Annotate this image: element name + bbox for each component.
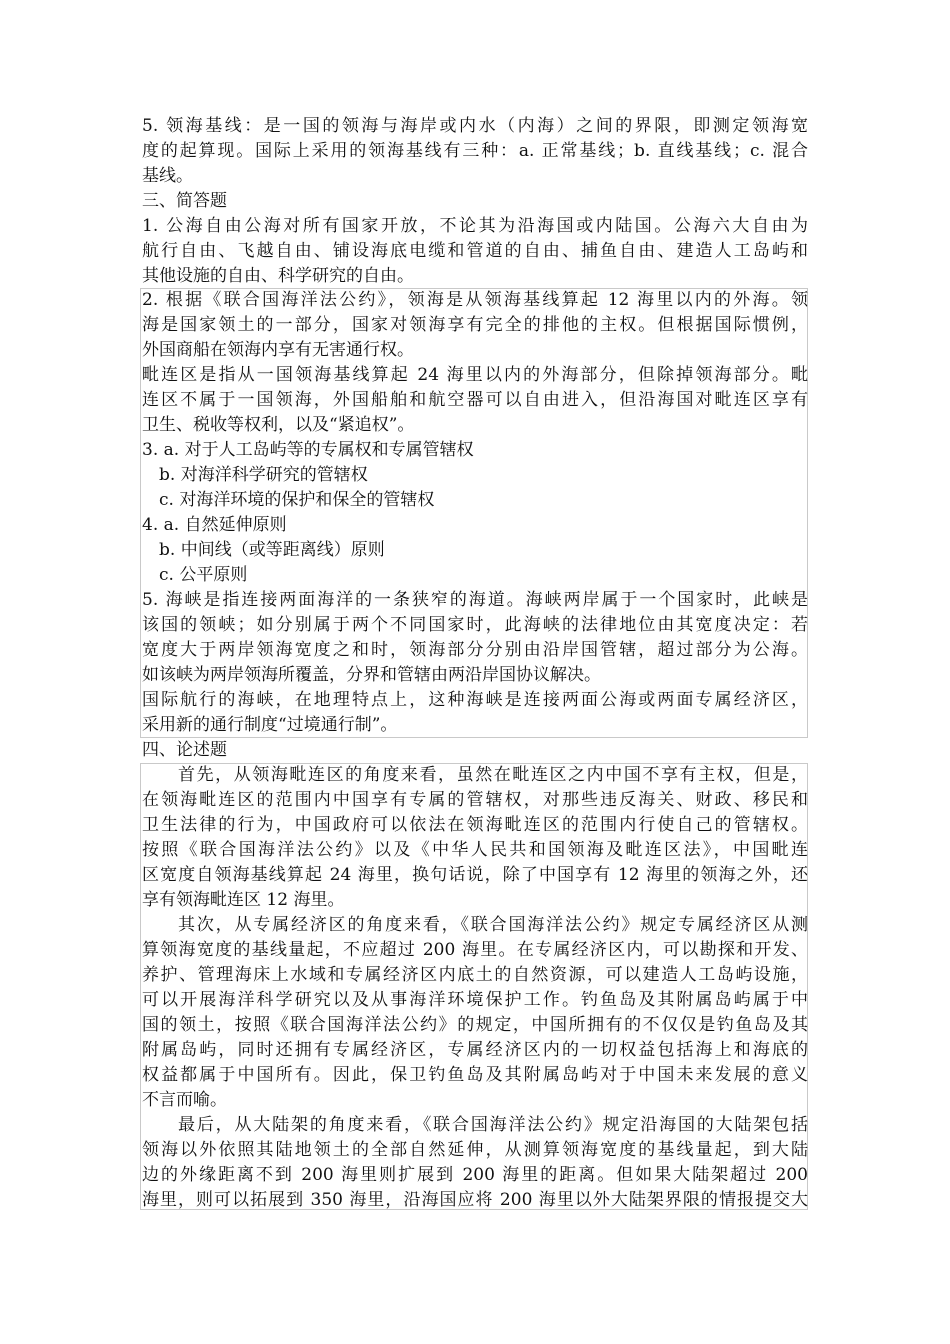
text-line: 领海以外依照其陆地领土的全部自然延伸，从测算领海宽度的基线量起，到大陆 (142, 1140, 808, 1160)
text-line: 5. 领海基线：是一国的领海与海岸或内水（内海）之间的界限，即测定领海宽 (142, 116, 808, 136)
text-line: 国际航行的海峡，在地理特点上，这种海峡是连接两面公海或两面专属经济区， (142, 690, 808, 710)
text-line: 宽度大于两岸领海宽度之和时，领海部分分别由沿岸国管辖，超过部分为公海。 (142, 640, 808, 660)
text-line: 外国商船在领海内享有无害通行权。 (142, 340, 414, 360)
text-line: 毗连区是指从一国领海基线算起 24 海里以内的外海部分，但除掉领海部分。毗 (142, 365, 808, 385)
text-line: 如该峡为两岸领海所覆盖，分界和管辖由两沿岸国协议解决。 (142, 665, 601, 685)
text-line: 享有领海毗连区 12 海里。 (142, 890, 345, 910)
text-line: 2. 根据《联合国海洋法公约》，领海是从领海基线算起 12 海里以内的外海。领 (142, 290, 808, 310)
text-line: 算领海宽度的基线量起，不应超过 200 海里。在专属经济区内，可以勘探和开发、 (142, 940, 808, 960)
text-line: 可以开展海洋科学研究以及从事海洋环境保护工作。钓鱼岛及其附属岛屿属于中 (142, 990, 808, 1010)
text-line: 按照《联合国海洋法公约》以及《中华人民共和国领海及毗连区法》，中国毗连 (142, 840, 808, 860)
text-line: 海是国家领土的一部分，国家对领海享有完全的排他的主权。但根据国际惯例， (142, 315, 808, 335)
definition-5-block (142, 114, 808, 289)
text-line: 边的外缘距离不到 200 海里则扩展到 200 海里的距离。但如果大陆架超过 200 (142, 1165, 808, 1185)
text-line: 连区不属于一国领海，外国船舶和航空器可以自由进入，但沿海国对毗连区享有 (142, 390, 808, 410)
text-line: b. 中间线（或等距离线）原则 (159, 540, 385, 560)
text-line: 其次，从专属经济区的角度来看，《联合国海洋法公约》规定专属经济区从测 (178, 915, 808, 935)
section-heading-essay: 四、论述题 (142, 740, 227, 760)
essay-block (142, 763, 808, 1213)
text-line: 海里，则可以拓展到 350 海里，沿海国应将 200 海里以外大陆架界限的情报提交大 (142, 1190, 808, 1210)
text-line: 附属岛屿，同时还拥有专属经济区，专属经济区内的一切权益包括海上和海底的 (142, 1040, 808, 1060)
text-line: 该国的领峡；如分别属于两个不同国家时，此海峡的法律地位由其宽度决定：若 (142, 615, 808, 635)
text-line: 卫生、税收等权利，以及“紧追权”。 (142, 415, 415, 435)
text-line: 4. a. 自然延伸原则 (142, 515, 287, 535)
text-line: 国的领土，按照《联合国海洋法公约》的规定，中国所拥有的不仅仅是钓鱼岛及其 (142, 1015, 808, 1035)
text-line: 养护、管理海床上水域和专属经济区内底土的自然资源，可以建造人工岛屿设施， (142, 965, 808, 985)
text-line: 在领海毗连区的范围内中国享有专属的管辖权，对那些违反海关、财政、移民和 (142, 790, 808, 810)
text-line: 3. a. 对于人工岛屿等的专属权和专属管辖权 (142, 440, 474, 460)
text-line: 度的起算现。国际上采用的领海基线有三种：a. 正常基线；b. 直线基线；c. 混合 (142, 141, 808, 161)
text-line: 基线。 (142, 166, 193, 186)
text-line: 航行自由、飞越自由、铺设海底电缆和管道的自由、捕鱼自由、建造人工岛屿和 (142, 241, 808, 261)
text-line: 最后，从大陆架的角度来看，《联合国海洋法公约》规定沿海国的大陆架包括 (178, 1115, 808, 1135)
essay-heading-block (142, 738, 808, 763)
text-line: 卫生法律的行为，中国政府可以依法在领海毗连区的范围内行使自己的管辖权。 (142, 815, 808, 835)
text-line: 权益都属于中国所有。因此，保卫钓鱼岛及其附属岛屿对于中国未来发展的意义 (142, 1065, 808, 1085)
text-line: 其他设施的自由、科学研究的自由。 (142, 266, 414, 286)
short-answers-block (142, 288, 808, 738)
text-line: c. 对海洋环境的保护和保全的管辖权 (159, 490, 435, 510)
text-line: 区宽度自领海基线算起 24 海里，换句话说，除了中国享有 12 海里的领海之外，还 (142, 865, 808, 885)
text-line: 不言而喻。 (142, 1090, 227, 1110)
text-line: b. 对海洋科学研究的管辖权 (159, 465, 368, 485)
text-line: c. 公平原则 (159, 565, 248, 585)
text-line: 5. 海峡是指连接两面海洋的一条狭窄的海道。海峡两岸属于一个国家时，此峡是 (142, 590, 808, 610)
text-line: 1. 公海自由公海对所有国家开放，不论其为沿海国或内陆国。公海六大自由为 (142, 216, 808, 236)
text-line: 采用新的通行制度“过境通行制”。 (142, 715, 398, 735)
text-line: 首先，从领海毗连区的角度来看，虽然在毗连区之内中国不享有主权，但是， (178, 765, 808, 785)
section-heading-short-answer: 三、简答题 (142, 191, 227, 211)
